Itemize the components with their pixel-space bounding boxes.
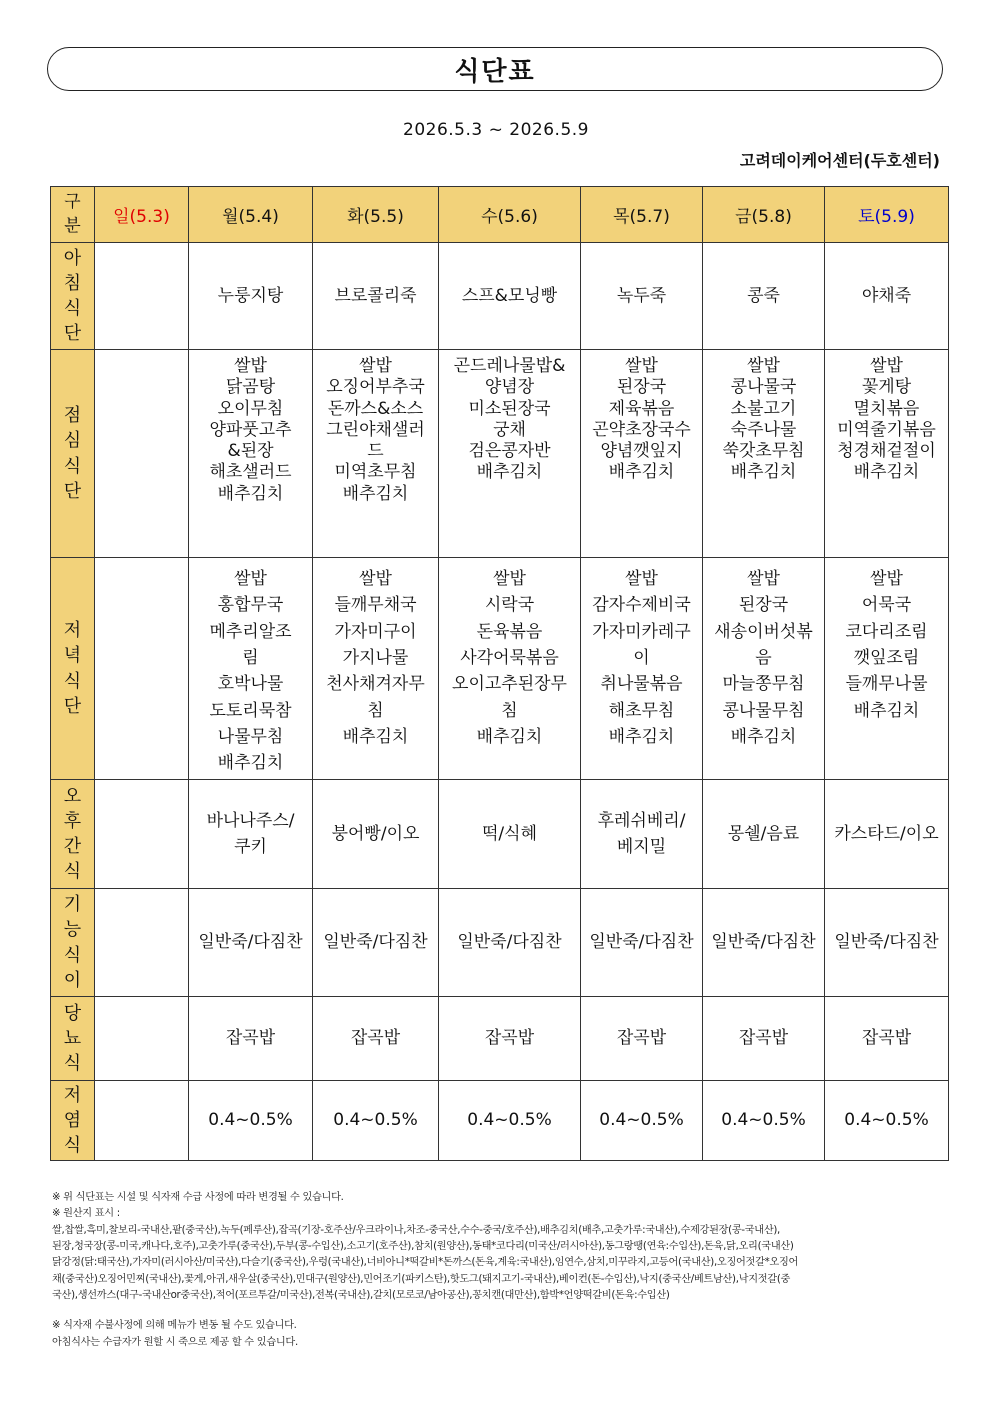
dinner-row xyxy=(51,558,949,780)
menu-item: 스프&모닝빵 xyxy=(461,285,558,306)
menu-item: 쌀밥 xyxy=(625,356,658,376)
menu-item: 브로콜리죽 xyxy=(334,285,417,306)
menu-item: 곤약초장국수 xyxy=(592,419,691,440)
menu-cell xyxy=(825,997,949,1081)
menu-item: 소불고기 xyxy=(730,398,797,419)
menu-item: 양념장 xyxy=(484,377,535,398)
menu-item: 쌀밥 xyxy=(747,569,780,589)
menu-cell xyxy=(313,997,439,1081)
menu-item: 카스타드/이오 xyxy=(834,823,939,844)
menu-item: 해초무침 xyxy=(608,700,675,721)
menu-cell xyxy=(439,997,581,1081)
menu-cell xyxy=(581,780,703,889)
header-row xyxy=(51,187,949,243)
menu-cell xyxy=(95,997,189,1081)
menu-item: 미소된장국 xyxy=(468,398,551,419)
day-tue: 화(5.5) xyxy=(313,187,439,243)
menu-cell xyxy=(703,997,825,1081)
breakfast-label: 아 침 식 단 xyxy=(51,243,95,350)
diabetic-row xyxy=(51,997,949,1081)
menu-item: 홍합무국 xyxy=(217,595,284,616)
menu-cell xyxy=(825,1081,949,1161)
menu-item: 잡곡밥 xyxy=(350,1028,401,1049)
menu-cell xyxy=(189,889,313,997)
menu-cell xyxy=(439,1081,581,1161)
menu-item: 도토리묵참 xyxy=(209,700,292,721)
page-title: 식단표 xyxy=(454,56,536,87)
day-fri: 금(5.8) xyxy=(703,187,825,243)
menu-item: 배추김치 xyxy=(217,753,284,774)
menu-cell xyxy=(825,243,949,350)
menu-item: 0.4~0.5% xyxy=(599,1110,684,1131)
menu-cell xyxy=(313,558,439,780)
menu-item: 오이고추된장무 xyxy=(452,674,567,695)
menu-cell xyxy=(703,1081,825,1161)
menu-item: 잡곡밥 xyxy=(738,1028,789,1049)
snack-row xyxy=(51,780,949,889)
diabetic-label: 당 뇨 식 xyxy=(51,997,95,1081)
menu-item: 배추김치 xyxy=(853,462,920,483)
menu-item: 배추김치 xyxy=(476,462,543,483)
menu-item: 녹두죽 xyxy=(616,285,667,306)
day-wed: 수(5.6) xyxy=(439,187,581,243)
menu-item: 배추김치 xyxy=(730,727,797,748)
menu-item: 일반죽/다짐찬 xyxy=(198,932,303,953)
menu-item: 쌀밥 xyxy=(359,356,392,376)
menu-item: 깻잎조림 xyxy=(853,648,920,669)
menu-item: 쌀밥 xyxy=(870,569,903,589)
menu-cell xyxy=(703,780,825,889)
menu-item: 어묵국 xyxy=(861,595,912,616)
menu-item: 천사채겨자무 xyxy=(326,674,425,695)
menu-cell xyxy=(825,780,949,889)
menu-cell xyxy=(439,558,581,780)
menu-item: 사각어묵볶음 xyxy=(460,648,559,669)
menu-item: 일반죽/다짐찬 xyxy=(323,932,428,953)
menu-item: 쌀밥 xyxy=(359,569,392,589)
menu-item: 양념깻잎지 xyxy=(600,441,683,461)
menu-item: 누룽지탕 xyxy=(217,285,284,306)
menu-item: 배추김치 xyxy=(217,483,284,504)
menu-cell xyxy=(703,889,825,997)
origin-line: 닭강정(닭:태국산),가자미(러시아산/미국산),다슬기(중국산),우렁(국내산),너비아니*떡갈비*돈까스(돈육,계육:국내산),임연수,삼치,미꾸라지,고등어(국내산),오징어젓갈*오징어 xyxy=(52,1257,799,1269)
menu-cell xyxy=(581,1081,703,1161)
menu-item: 쿠키 xyxy=(234,837,267,857)
menu-item: 콩나물무침 xyxy=(722,700,805,721)
menu-item: 배추김치 xyxy=(342,727,409,748)
menu-item: 쌀밥 xyxy=(234,569,267,589)
menu-item: 쌀밥 xyxy=(747,356,780,376)
notes xyxy=(52,1190,940,1351)
center-name: 고려데이케어센터(두호센터) xyxy=(739,151,940,170)
origin-line: 국산),생선까스(대구-국내산or중국산),적어(포르투갈/미국산),전복(국내산),갈치(모로코/남아공산),꽁치캔(대만산),함박*언양떡갈비(돈육:수입산) xyxy=(52,1289,670,1301)
menu-cell xyxy=(439,889,581,997)
menu-item: 된장국 xyxy=(616,377,667,398)
lunch-label: 점 심 식 단 xyxy=(51,350,95,558)
menu-item: 배추김치 xyxy=(476,727,543,748)
breakfast-notice: 아침식사는 수급자가 원할 시 죽으로 제공 할 수 있습니다. xyxy=(52,1336,298,1348)
menu-item: 돈육볶음 xyxy=(476,621,543,642)
day-mon: 월(5.4) xyxy=(189,187,313,243)
menu-item: 음 xyxy=(755,648,772,669)
menu-cell xyxy=(95,1081,189,1161)
menu-cell xyxy=(189,350,313,558)
menu-item: 마늘쫑무침 xyxy=(722,674,805,695)
menu-item: 야채죽 xyxy=(861,285,912,306)
menu-cell xyxy=(581,350,703,558)
menu-cell xyxy=(189,243,313,350)
menu-item: 이 xyxy=(633,648,650,669)
menu-cell xyxy=(313,243,439,350)
menu-cell xyxy=(189,1081,313,1161)
menu-cell xyxy=(313,889,439,997)
menu-item: 취나물볶음 xyxy=(600,674,683,695)
menu-item: 잡곡밥 xyxy=(861,1028,912,1049)
menu-item: 쌀밥 xyxy=(234,356,267,376)
menu-item: 해초샐러드 xyxy=(209,462,292,483)
menu-cell xyxy=(825,558,949,780)
menu-item: 들깨무채국 xyxy=(334,595,417,616)
menu-cell xyxy=(189,997,313,1081)
header-label: 구 분 xyxy=(51,187,95,243)
menu-item: 오징어부추국 xyxy=(326,377,425,398)
menu-item: 궁채 xyxy=(493,419,526,440)
menu-item: 0.4~0.5% xyxy=(208,1110,293,1131)
menu-item: 콩죽 xyxy=(747,285,780,306)
menu-cell xyxy=(703,243,825,350)
day-sat: 토(5.9) xyxy=(825,187,949,243)
menu-item: 침 xyxy=(501,700,518,721)
low-salt-row xyxy=(51,1081,949,1161)
menu-cell xyxy=(581,558,703,780)
menu-cell xyxy=(95,350,189,558)
menu-item: &된장 xyxy=(227,441,274,461)
menu-item: 0.4~0.5% xyxy=(844,1110,929,1131)
menu-item: 새송이버섯볶 xyxy=(714,621,813,642)
menu-item: 곤드레나물밥& xyxy=(453,356,566,376)
menu-item: 배추김치 xyxy=(730,462,797,483)
origin-title: ※ 원산지 표시 : xyxy=(52,1208,120,1220)
menu-cell xyxy=(189,558,313,780)
menu-cell xyxy=(825,350,949,558)
menu-item: 메추리알조 xyxy=(209,621,292,642)
menu-table xyxy=(50,186,949,1161)
menu-item: 시락국 xyxy=(484,595,535,616)
menu-item: 잡곡밥 xyxy=(225,1028,276,1049)
menu-item: 0.4~0.5% xyxy=(467,1110,552,1131)
day-thu: 목(5.7) xyxy=(581,187,703,243)
menu-cell xyxy=(313,1081,439,1161)
dinner-label: 저 녁 식 단 xyxy=(51,558,95,780)
menu-item: 호박나물 xyxy=(217,674,284,695)
origin-line: 된장,청국장(콩-미국,캐나다,호주),고춧가루(중국산),두부(콩-수입산),소고기(호주산),참치(원양산),동태*코다리(미국산/러시아산),동그랑땡(연육:수입산),돈육,닭,오리(국내산) xyxy=(52,1240,794,1252)
menu-item: 0.4~0.5% xyxy=(721,1110,806,1131)
menu-item: 후레쉬베리/ xyxy=(597,810,686,831)
menu-cell xyxy=(439,780,581,889)
menu-item: 쑥갓초무침 xyxy=(722,441,805,461)
menu-item: 붕어빵/이오 xyxy=(331,823,420,844)
menu-item: 검은콩자반 xyxy=(468,441,551,461)
lunch-row xyxy=(51,350,949,558)
menu-item: 0.4~0.5% xyxy=(333,1110,418,1131)
functional-row xyxy=(51,889,949,997)
menu-cell xyxy=(189,780,313,889)
menu-item: 그린야채샐러 xyxy=(326,419,425,440)
menu-cell xyxy=(95,558,189,780)
menu-item: 미역줄기볶음 xyxy=(837,419,936,440)
menu-item: 몽쉘/음료 xyxy=(727,823,800,844)
menu-item: 떡/식혜 xyxy=(482,823,537,844)
menu-item: 오이무침 xyxy=(217,398,284,419)
menu-cell xyxy=(439,350,581,558)
menu-item: 배추김치 xyxy=(608,727,675,748)
menu-item: 꽃게탕 xyxy=(861,377,912,398)
menu-item: 가자미구이 xyxy=(334,621,417,642)
supply-notice: ※ 식자재 수불사정에 의해 메뉴가 변동 될 수도 있습니다. xyxy=(52,1320,297,1332)
origin-line: 채(중국산)오징어민찌(국내산),꽃게,아귀,새우살(중국산),민대구(원양산),민어조기(파키스탄),핫도그(돼지고기-국내산),베이컨(돈-수입산),낙지(중국산/베트남산),낙지젓갈(중 xyxy=(52,1273,791,1285)
menu-item: 일반죽/다짐찬 xyxy=(589,932,694,953)
snack-label: 오 후 간 식 xyxy=(51,780,95,889)
menu-cell xyxy=(703,350,825,558)
menu-item: 가자미카레구 xyxy=(592,621,691,642)
menu-item: 쌀밥 xyxy=(625,569,658,589)
menu-item: 쌀밥 xyxy=(870,356,903,376)
menu-item: 멸치볶음 xyxy=(853,398,920,419)
menu-item: 배추김치 xyxy=(342,483,409,504)
menu-item: 된장국 xyxy=(738,595,789,616)
low-salt-label: 저 염 식 xyxy=(51,1081,95,1161)
menu-item: 배추김치 xyxy=(853,700,920,721)
menu-item: 일반죽/다짐찬 xyxy=(457,932,562,953)
origin-line: 쌀,찹쌀,흑미,찰보리-국내산,팥(중국산),녹두(페루산),잡곡(기장-호주산/우크라이나,차조-중국산,수수-중국/호주산),배추김치(배추,고춧가루:국내산),수제강된장(콩-국내산), xyxy=(52,1224,780,1236)
menu-item: 드 xyxy=(367,441,384,461)
menu-item: 콩나물국 xyxy=(730,377,797,398)
menu-item: 제육볶음 xyxy=(608,398,675,419)
breakfast-row xyxy=(51,243,949,350)
menu-cell xyxy=(703,558,825,780)
menu-item: 코다리조림 xyxy=(845,621,928,642)
menu-item: 림 xyxy=(242,648,259,669)
menu-cell xyxy=(581,243,703,350)
menu-cell xyxy=(581,889,703,997)
title-banner xyxy=(47,47,943,91)
menu-cell xyxy=(95,889,189,997)
menu-cell xyxy=(439,243,581,350)
menu-item: 돈까스&소스 xyxy=(327,398,424,419)
menu-item: 배추김치 xyxy=(608,462,675,483)
menu-cell xyxy=(581,997,703,1081)
menu-item: 일반죽/다짐찬 xyxy=(834,932,939,953)
menu-cell xyxy=(313,780,439,889)
menu-item: 일반죽/다짐찬 xyxy=(711,932,816,953)
menu-cell xyxy=(313,350,439,558)
menu-item: 닭곰탕 xyxy=(225,377,276,398)
menu-item: 청경채겉절이 xyxy=(837,441,936,461)
menu-item: 양파풋고추 xyxy=(209,419,292,440)
menu-item: 침 xyxy=(367,700,384,721)
menu-cell xyxy=(825,889,949,997)
menu-cell xyxy=(95,780,189,889)
functional-label: 기 능 식 이 xyxy=(51,889,95,997)
change-notice: ※ 위 식단표는 시설 및 식자재 수급 사정에 따라 변경될 수 있습니다. xyxy=(52,1192,344,1203)
menu-item: 잡곡밥 xyxy=(616,1028,667,1049)
menu-cell xyxy=(95,243,189,350)
menu-item: 들깨무나물 xyxy=(845,674,928,695)
menu-item: 베지밀 xyxy=(616,837,667,857)
menu-item: 바나나주스/ xyxy=(206,810,295,831)
menu-item: 나물무침 xyxy=(217,727,284,748)
menu-item: 가지나물 xyxy=(342,648,409,669)
menu-item: 감자수제비국 xyxy=(592,595,691,616)
menu-item: 미역초무침 xyxy=(334,462,417,483)
menu-item: 쌀밥 xyxy=(493,569,526,589)
day-sun: 일(5.3) xyxy=(95,187,189,243)
date-range: 2026.5.3 ~ 2026.5.9 xyxy=(403,120,589,140)
menu-item: 숙주나물 xyxy=(730,419,797,440)
menu-item: 잡곡밥 xyxy=(484,1028,535,1049)
